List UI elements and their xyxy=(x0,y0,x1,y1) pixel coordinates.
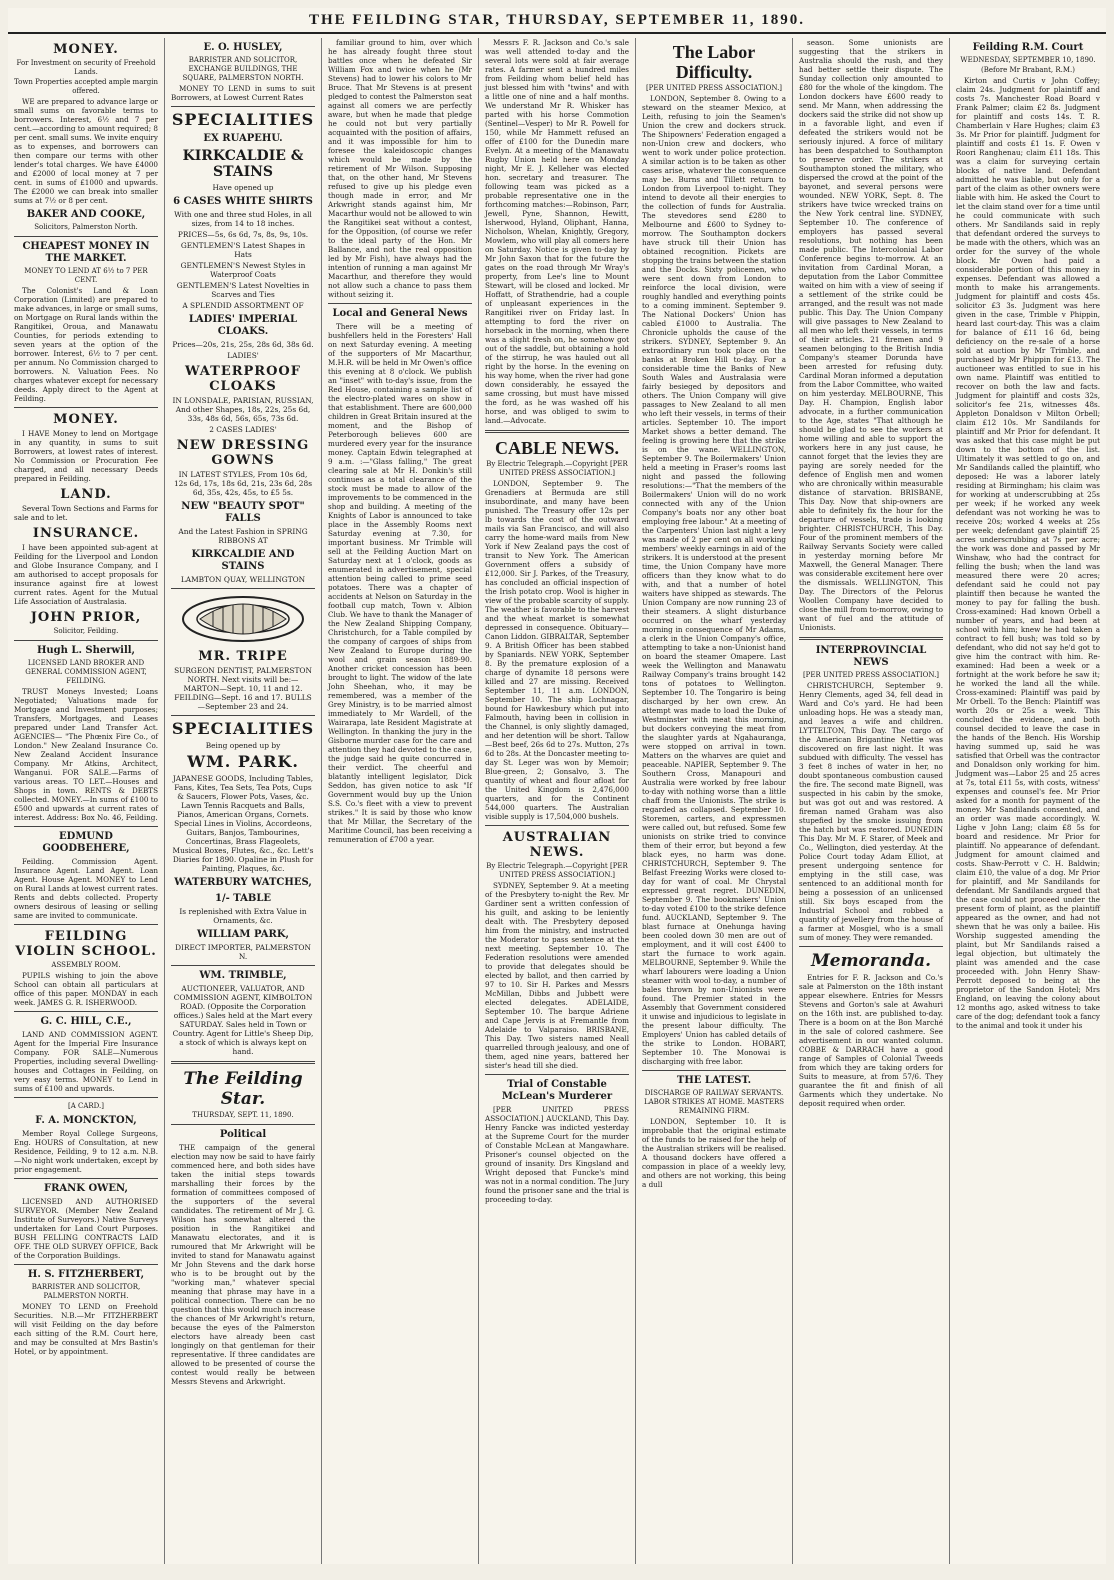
park-opened: Being opened up by xyxy=(205,741,281,750)
local-news-continued: Messrs F. R. Jackson and Co.'s sale was well attended to-day and the several lots were sold at fair average rates. A farmer sent a hundred miles from Feilding whom belief held has just blessed him with "twins" and with a little one of nine and a half months. We understand Mr R. Whisker has parted with his horse Commotion (Sentinel—Vesper) to Mr R. Powell for 150, while Mr Hammett refused an offer of £100 for the Dunedin mare Evelyn. At a meeting of the Manawatu Rugby Union held here on Monday night, Mr E. J. Kelleher was elected hon. secretary and treasurer. The following team was picked as a probable representative one in the forthcoming matches:—Robinson, Parr, Jewell, Pyne, Shannon, Hewitt, Isherwood, Hyland, Oliphant, Hanna, Nicholson, Whelan, Knightly, Gregory, Mowlem, who will play all comers here on Saturday. Notice is given to-day by Mr John Saxon that for the future the gates on the road through Mr Wray's property, from Lee's line to Mount Stewart, will be closed and locked. Mr Hoffatt, of Strathendrie, had a couple of unpleasant experiences in the Rangitikei river on Friday last. In attempting to ford the river on horseback in the morning, when there was a slight fresh on, he somehow got out of the saddle, but obtaining a hold of the stirrup, he was hauled out all right by the horse. In the evening on his way home, when the river had gone down considerably, he essayed the same crossing, but must have missed the ford, as he was washed off his horse, and was obliged to swim to land.—Advocate. xyxy=(485,38,629,425)
husley-heading: E. O. HUSLEY, xyxy=(203,42,283,53)
column-4 xyxy=(479,38,636,1564)
court-date: WEDNESDAY, SEPTEMBER 10, 1890. xyxy=(960,56,1096,64)
trial-body: [PER UNITED PRESS ASSOCIATION.] AUCKLAND, This Day. Henry Fancke was indicted yesterday at the Supreme Court for the murder of Constable McLean at Mangawhare. Prisoner's counsel objected on the ground of insanity. Drs Kingsland and Wright deposed that Funcke's mind was not in a normal condition. The Jury found the prisoner sane and the trial is proceeding to-day. xyxy=(485,1105,629,1204)
divider xyxy=(485,430,629,433)
latest-heading: THE LATEST. xyxy=(676,1075,752,1086)
australian-news-sub: By Electric Telegraph.—Copyright [PER UNITED PRESS ASSOCIATION.] xyxy=(486,862,628,879)
sherwill-sub: LICENSED LAND BROKER AND GENERAL COMMISSION AGENT, FEILDING. xyxy=(25,659,147,685)
court-heading: Feilding R.M. Court xyxy=(972,42,1084,53)
divider xyxy=(14,1097,158,1098)
political-body: THE campaign of the general election may now be said to have fairly commenced here, and both sides have taken the initial steps towards marshalling their forces by the formation of committees composed of the supporters of the several candidates. The retirement of Mr J. G. Wilson has somewhat altered the position in the Rangitikei and Manawatu electorates, and it is rumoured that Mr Arkwright will be invited to stand for Manawatu against Mr John Stevens and the dark horse who is to be brought out by the "working man," whatever special meaning that phrase may have in a political connection. There can be no question that this would much increase the chances of Mr Arkwright's return, because the eyes of the Palmerston electors have already been cast longingly on that gentleman for their representative. If three candidates are allowed to be presented of course the contest would really be between Messrs Stevens and Arkwright. xyxy=(171,1143,315,1386)
gowns-heading: NEW DRESSING GOWNS xyxy=(176,438,310,468)
dental-plate-illustration xyxy=(171,593,315,645)
tripe-body: SURGEON DENTIST, PALMERSTON NORTH. Next visits will be:— MARTON—Sept. 10, 11 and 12. FEILDING—Sept. 16 and 17. BULLS—September 23 and 24. xyxy=(174,666,312,711)
labor-body: LONDON, September 8. Owing to a steward on the steamer Mexico, at Leith, refusing to join the Seamen's Union the crew and dockers struck. The Shipowners' Federation engaged a non-Union crew and dockers, who went to work under police protection. A similar action is to be taken as other cases arise, whatever the consequence may be. Burns and Tillett return to London from Liverpool to-night. They intend to devote all their energies to the collection of funds for Australia. The stevedores send £280 to Melbourne and £600 to Sydney to-morrow. The Southampton dockers have struck till their Union has obtained recognition. Pickets are stopping the trains between the station and the Docks. Sixty policemen, who were sent down from London to reinforce the local division, were roughly handled and everything points to a coming imminent. September 9. The National Dockers' Union has cabled £1000 to Australia. The Chronicle upholds the cause of the strikers. SYDNEY, September 9. An extraordinary run took place on the banks at Broken Hill to-day. For a considerable time the Banks of New South Wales and Australasia were fairly besieged by depositors and others. The Union Company will give passages to New Zealand to all men who left their vessels, in terms of their articles. September 10. The import Market shows a better demand. The feeling is growing here that the strike is on the wane. WELLINGTON, September 9. The Boilermakers' Union held a meeting in Fraser's rooms last night and passed the following resolutions:—"That the members of the Boilermakers' Union will do no work connected with any of the Union Company's boats nor any other boat employing free labour." At a meeting of the Carpenters' Union last night a levy was made of 2 per cent on all working members' weekly earnings in aid of the strikers. It is understood at the present time, the Union Company have more officers than they know what to do with, and that a number of hotel waiters have shipped as stewards. The Union Company are now running 23 of their steamers. A slight disturbance occurred on the wharf yesterday morning in consequence of Mr Adams, a clerk in the Union Company's office, attempting to take a non-Unionist hand on board the steamer Omapere. Last week the Wellington and Manawatu Railway Company's trains brought 142 tons of potatoes to Wellington. September 10. The Tongariro is being discharged by her own crew. An attempt was made to load the Duke of Westminster with meat this morning, but dockers conveying the meat from the slaughter yards at Ngahauranga, were stopped on arrival in town. Matters on the wharves are quiet and peaceable. NAPIER, September 9. The Southern Cross, Manapouri and Australia were worked by free labour to-day with nothing worse than a little chaff from the Unionists. The strike is regarded as collapsed. September 10. Storemen, carters, and expressmen were called out, but refused. Some few unionists on strike tried to convince them of their error, but beyond a few black eyes, no harm was done. CHRISTCHURCH, September 9. The Belfast Freezing Works were closed to-day for want of coal. Mr Chrystal expressed great regret. DUNEDIN, September 9. The bookmakers' Union to-day voted £100 to the strike defence fund. AUCKLAND, September 9. The blast furnace at Onehunga having been cooled down 30 men are out of employment, and it will cost £400 to start the furnace to work again. MELBOURNE, September 9. While the wharf labourers were loading a Union steamer with wool to-day, a number of bales thrown by non-Unionists were found. The Premier stated in the Assembly that Government considered it unwise and injudicious to legislate in the present labour difficulty. The Employers' Union has cabled details of the strike to London. HOBART, September 10. The Monowai is discharging with free labor. xyxy=(642,94,786,1066)
ruapehu-heading: EX RUAPEHU. xyxy=(203,133,283,144)
masthead: THE FEILDING STAR, THURSDAY, SEPTEMBER 11, 1890. xyxy=(8,8,1106,34)
card-tag: [A CARD.] xyxy=(67,1102,104,1110)
labor-sub: [PER UNITED PRESS ASSOCIATION.] xyxy=(645,84,783,92)
wpark-sub: DIRECT IMPORTER, PALMERSTON N. xyxy=(175,943,311,961)
table-heading: 1/- TABLE xyxy=(214,893,271,904)
divider xyxy=(171,588,315,589)
divider xyxy=(14,407,158,408)
goodbehere-heading: EDMUND GOODBEHERE, xyxy=(42,831,130,854)
divider xyxy=(171,106,315,107)
fitz-heading: H. S. FITZHERBERT, xyxy=(27,1269,145,1280)
violin-heading: FEILDING VIOLIN SCHOOL. xyxy=(15,929,157,959)
husley-body: MONEY TO LEND in sums to suit Borrowers, at Lowest Current Rates xyxy=(171,84,315,102)
labor-continued: season. Some unionists are suggesting that the strikers in Australia should the rush, and they had better settle their dispute. The Sunday collection only amounted to £80 for the whole of the kingdom. The London dockers have £600 ready to send. Mr Mann, when addressing the dockers said the strike did not show up in a favorable light, and even if defeated the strikers would not be seriously injured. A force of military has been despatched to Southampton to preserve order. The strikers at Southampton stoned the military, who dispersed the crowd at the point of the bayonet, and several persons were wounded. NEW YORK, Sept. 8. The strikers have twice wrecked trains on the New York central line. SYDNEY, September 10. The conference of employers has passed several resolutions, but nothing has been made public. The Intercolonial Labor Conference begins to-morrow. At an invitation from Cardinal Moran, a deputation from the Labor Committee waited on him with a view of seeing if a settlement of the strike could be arranged, and the result was not made public. This Day. The Union Company will give passages to New Zealand to all men who left their vessels, in terms of their articles. 21 firemen and 9 seamen belonging to the British India Company's steamer Dorunda have been arrested for refusing duty. Cardinal Moran informed a deputation from the Labor Committee, who waited on him yesterday. MELBOURNE, This Day. H. Champion, English labor advocate, in a further communication to the Age, states "That although he should be glad to see the workers at home willing and able to support the workers here in any just cause, he cannot forget that the levies they are paying are sorely needed for the defence of English men and women who are chronically within measurable distance of starvation. BRISBANE, This Day. Now that ship-owners are able to definitely fix the hour for the departure of vessels, trade is looking brighter. CHRISTCHURCH, This Day. Four of the prominent members of the Railway Servants Society were called in yesterday morning before Mr Maxwell, the General Manager. There was considerable excitement here over the dismissals. WELLINGTON, This Day. The Directors of the Pelorus Woollen Company have decided to close the mill from to-morrow, owing to want of fuel and the attitude of Unionists. xyxy=(799,38,943,632)
column-1 xyxy=(8,38,165,1564)
divider xyxy=(14,236,158,237)
divider xyxy=(328,303,472,304)
divider xyxy=(171,1124,315,1125)
australian-news-heading: AUSTRALIAN NEWS. xyxy=(502,830,612,860)
kirkcaldie-footer: KIRKCALDIE AND STAINS xyxy=(191,549,295,572)
fitz-sub: BARRISTER AND SOLICITOR, PALMERSTON NORTH. xyxy=(31,1283,141,1300)
specialities-heading: SPECIALITIES xyxy=(171,110,315,129)
divider xyxy=(14,826,158,827)
assortment-line: A SPLENDID ASSORTMENT OF xyxy=(182,301,304,310)
cable-news-body: LONDON, September 9. The Grenadiers at Bermuda are still insubordinate, and many have been punished. The Treasury offer 12s per lb towards the cost of the outward mails via San Francisco, and will also carry the home-ward mails from New York if New Zealand pays the cost of transit to New York. The American Government offers a subsidy of £12,000. Sir J. Parkes, of the Treasury, has concluded an official inspection of the Irish potato crop. Wool is higher in view of the probable scarcity of supply. The weather is favorable to the harvest and the wheat market is somewhat depressed in consequence. Obituary—Canon Liddon. GIBRALTAR, September 9. A British Officer has been stabbed by Spaniards. NEW YORK, September 8. By the premature explosion of a charge of dynamite 18 persons were killed and 27 are missing. Received September 11, 11 a.m. LONDON, September 10. The ship Lochnagar, bound for Hawkesbury which put into Falmouth, having been in collision in the Channel, is only slightly damaged, and her detention will be short. Tallow—Best beef, 26s 6d to 27s. Mutton, 27s 6d to 28s. At the Doncaster meeting to-day St. Leger was won by Memoir; Blue-green, 2; Gonsalvo, 3. The quantity of wheat and flour afloat for the United Kingdom is 2,476,000 quarters, and for the Continent 544,000 quarters. The Australian visible supply is 17,504,000 bushels. xyxy=(485,479,629,821)
waterproof-heading: WATERPROOF CLOAKS xyxy=(185,364,301,394)
hill-heading: G. C. HILL, C.E., xyxy=(40,1016,132,1027)
park-heading: WM. PARK. xyxy=(187,752,299,771)
prior-heading: JOHN PRIOR, xyxy=(30,610,142,625)
star-date: THURSDAY, SEPT. 11, 1890. xyxy=(192,1111,294,1119)
cable-news-sub: By Electric Telegraph.—Copyright [PER UNITED PRESS ASSOCIATION.] xyxy=(486,460,628,477)
trimble-heading: WM. TRIMBLE, xyxy=(199,970,287,981)
court-before: (Before Mr Brabant, R.M.) xyxy=(981,66,1075,74)
colonist-body: The Colonist's Land & Loan Corporation (Limited) are prepared to make advances, in large or small sums, on Mortgage on Rural lands within the Rangitikei, Oroua, and Manawatu Counties, for periods extending to seven years at the option of the borrower. Interest, 6½ to 7 per cent. per annum. No Commission charged to borrowers. N. Valuation Fees. No charges whatever except for necessary deeds. Apply direct to the Agent at Feilding. xyxy=(14,286,158,403)
lambton-line: LAMBTON QUAY, WELLINGTON xyxy=(180,575,306,584)
divider xyxy=(485,1074,629,1075)
baker-sub: Solicitors, Palmerston North. xyxy=(34,223,138,231)
opened-text: Have opened up xyxy=(212,183,274,192)
column-2 xyxy=(165,38,322,1564)
insurance-heading: INSURANCE. xyxy=(32,526,140,541)
star-title: The Feilding Star. xyxy=(183,1069,303,1109)
cable-news-heading: CABLE NEWS. xyxy=(494,438,620,458)
park-body: JAPANESE GOODS, Including Tables, Fans, Kites, Tea Sets, Tea Pots, Cups & Saucers, Flower Pots, Vases, &c. Lawn Tennis Racquets and Balls, Pianos, American Organs, Cornets. Special Lines in Violins, Accordeons, Guitars, Banjos, Tambourines, Concertinas, Brass Flageolets, Musical Boxes, Flutes, &c., &c. Lett's Diaries for 1890. Opaline in Plush for Painting, Plaques, &c. xyxy=(172,774,314,873)
money2-body: I HAVE Money to lend on Mortgage in any quantity, in sums to suit Borrowers, at lowest rates of interest. No Commission or Procuration Fee charged, and all necessary Deeds prepared in Feilding. xyxy=(14,429,158,483)
shirts-body: With one and three stud Holes, in all sizes, from 14 to 18 inches. xyxy=(174,210,312,228)
scarves-line: GENTLEMEN'S Latest Novelties in Scarves and Ties xyxy=(176,281,310,299)
fitz-body: MONEY TO LEND on Freehold Securities. N.B.—Mr FITZHERBERT will visit Feilding on the day before each sitting of the R.M. Court here, and may be consulted at Mrs Bastin's Hotel, or by appointment. xyxy=(14,1302,158,1356)
labor-heading: The Labor Difficulty. xyxy=(672,42,756,82)
wpark-heading: WILLIAM PARK, xyxy=(197,929,289,940)
newspaper-page xyxy=(8,8,1106,1564)
divider xyxy=(14,924,158,925)
column-6 xyxy=(793,38,950,1564)
assembly-sub: ASSEMBLY ROOM. xyxy=(51,961,121,969)
memoranda-body: Entries for F. R. Jackson and Co.'s sale at Palmerston on the 18th instant appear elsewhere. Entries for Messrs Stevens and Gorton's sale at Awahuri on the 16th inst. are published to-day. There is a boom on at the Bon Marché in the sale of colored cashmere. See advertisement in our wanted column. COBBE & DARRACH have a good range of Samples of Colonial Tweeds from which they are taking orders for Suits to measure, at from 57/6. They guarantee the fit and finish of all Garments which they undertake. No deposit required when order. xyxy=(799,973,943,1108)
waterbury-heading: WATERBURY WATCHES, xyxy=(174,877,312,888)
shirts-prices: PRICES—5s, 6s 6d, 7s, 8s, 9s, 10s. xyxy=(177,230,309,239)
monckton-body: Member Royal College Surgeons, Eng. HOURS of Consultation, at new Residence, Feilding, 9 to 12 a.m. N.B.—No night work undertaken, except by prior engagement. xyxy=(14,1129,158,1174)
dental-plate-icon xyxy=(178,593,308,645)
local-news-heading: Local and General News xyxy=(332,308,468,319)
column-7 xyxy=(950,38,1106,1564)
beauty-body: And the Latest Fashion in SPRING RIBBONS AT xyxy=(178,527,308,545)
australian-news-body: SYDNEY, September 9. At a meeting of the Presbytery to-night the Rev. Mr Gardiner sent a written confession of his guilt, and asking to be leniently dealt with. The Presbytery deposed him from the ministry, and instructed the Moderator to pass sentence at the next meeting. September 10. The Federation resolutions were amended to provide that delegates should be elected by ballot, and then carried by 97 to 10. Sir H. Parkes and Messrs McMillan, Dibbs and Jubbett were elected delegates. ADELAIDE, September 10. The barque Adriene and Cape Jervis is at Fremantle from Adelaide to Valparaiso. BRISBANE, This Day. Two sisters named Neall quarrelled through jealousy, and one of them, aged nine years, battered her sister's head till she died. xyxy=(485,881,629,1070)
political-heading: Political xyxy=(219,1129,267,1140)
owen-body: LICENSED AND AUTHORISED SURVEYOR. (Member New Zealand Institute of Surveyors.) Native Surveys undertaken for Land Court Purposes. BUSH FELLING CONTRACTS LAID OFF. THE OLD SURVEY OFFICE, Back of the Corporation Buildings. xyxy=(14,1197,158,1260)
cloaks-heading: LADIES' IMPERIAL CLOAKS. xyxy=(188,314,298,337)
owen-heading: FRANK OWEN, xyxy=(43,1183,129,1194)
trial-heading: Trial of Constable McLean's Murderer xyxy=(501,1079,613,1102)
waterbury-body: Is replenished with Extra Value in Ornaments, &c. xyxy=(179,907,307,925)
hats-line: GENTLEMEN'S Latest Shapes in Hats xyxy=(180,241,306,259)
beauty-heading: NEW "BEAUTY SPOT" FALLS xyxy=(181,501,305,524)
money-sub2: Town Properties accepted ample margin offered. xyxy=(14,78,158,95)
gowns-body: IN LATEST STYLES, From 10s 6d, 12s 6d, 17s, 18s 6d, 21s, 23s 6d, 28s 6d, 35s, 42s, 45s, to £5 5s. xyxy=(173,470,313,497)
cloaks-prices: Prices—20s, 21s, 25s, 28s 6d, 38s 6d. xyxy=(172,340,314,349)
monckton-heading: F. A. MONCKTON, xyxy=(35,1115,137,1126)
editorial-continued: familiar ground to him, over which he has already fought three stout battles once when he defeated Sir William Fox and twice when he (Mr Stevens) had to lower his colors to Mr Bruce. That Mr Stevens is at present pledged to contest the Palmerston seat against all comers we are perfectly aware, but when he made that pledge he could not but very partially acquainted with the position of affairs, and it was impossible for him to foresee the kaleidoscopic changes which would be made by the retirement of Mr Wilson. Supposing that, on the other hand, Mr Stevens refused to give up his pledge even though made in error, and Mr Arkwright stands against him, Mr Macarthur would not be allowed to win the Rangitikei seat without a contest, for the Opposition, (of course we refer to the ideal party of the Hon. Mr Ballance, and not the real opposition led by Mr Fish), have always had the intention of running a man against Mr Macarthur, and therefore they would not allow such a chance to pass them without seizing it. xyxy=(328,38,472,299)
waterproof-body: IN LONSDALE, PARISIAN, RUSSIAN, And other Shapes, 18s, 22s, 25s 6d, 33s, 48s 6d, 56s, 65s, 73s 6d. xyxy=(172,396,314,423)
divider xyxy=(14,1178,158,1179)
tripe-heading: MR. TRIPE xyxy=(198,649,288,664)
cheap-heading: CHEAPEST MONEY IN THE MARKET. xyxy=(22,241,150,264)
specialities2-heading: SPECIALITIES xyxy=(171,719,315,738)
column-5 xyxy=(636,38,793,1564)
money-heading: MONEY. xyxy=(53,42,119,57)
columns xyxy=(8,38,1106,1564)
prior-sub: Solicitor, Feilding. xyxy=(53,627,119,635)
interprovincial-sub: [PER UNITED PRESS ASSOCIATION.] xyxy=(802,671,940,679)
divider xyxy=(171,715,315,716)
trimble-body: AUCTIONEER, VALUATOR, AND COMMISSION AGENT, KIMBOLTON ROAD. (Opposite the Corporation offices.) Sales held at the Mart every SATURDAY. Sales held in Town or Country. Agent for Little's Sheep Dip, a stock of which is always kept on hand. xyxy=(172,984,314,1056)
divider xyxy=(14,1011,158,1012)
cheap-sub: MONEY TO LEND AT 6½ to 7 PER CENT. xyxy=(24,267,148,284)
sherwill-heading: Hugh L. Sherwill, xyxy=(36,645,136,656)
dress-cases: 2 CASES LADIES' xyxy=(209,425,277,434)
local-news-body: There will be a meeting of bushfellers held in the Foresters' Hall on next Saturday evening. A meeting of the supporters of Mr Macarthur, M.H.R. will be held in Mr Owen's office this evening at 8 o'clock. We publish an "inset" with to-day's issue, from the Red House, containing a sample list of the electro-plated wares on show in that establishment. There are 600,000 children in Great Britain insured at the moment, and the Bishop of Peterborough believes 600 are murdered every year for the insurance money. Captain Edwin telegraphed at 9 a.m. :—"Glass falling," The great clearing sale at Mr H. Donkin's still continues as a total clearance of the stock must be made to allow of the improvements to be commenced in the shop and building. A meeting of the Knights of Labor is announced to take place in the Assembly Rooms next Saturday evening at 7.30, for important business. Mr Trimble will sell at the Feilding Auction Mart on Saturday next at 1 o'clock, goods as enumerated in advertisement, special attention being called to prime seed potatoes. There was a chapter of accidents at Nelson on Saturday in the football cup match, Town v. Albion Club. We have to thank the Manager of the New Zealand Shipping Company, Christchurch, for a Table compiled by the company of cargoes of ships from New Zealand to Europe during the wool and grain season 1889-90. Another cricket concession has been brought to light. The widow of the late John Sheehan, who, it may be remembered, was a member of the Grey Ministry, is to be married almost immediately to Mr Wardell, of the Wairarapa, late Resident Magistrate at Wellington. In thanking the jury in the Gisborne murder case for the care and attention they had devoted to the case, the judge said he quite concurred in their verdict. The cheerful and blatantly intelligent legislator, Dick Seddon, has given notice to ask "If Government would buy up the Union S.S. Co.'s fleet with a view to prevent strikes." It is said by those who know that Mr Millar, the Secretary of the Maritime Council, has been receiving a remuneration of £700 a year. xyxy=(328,322,472,844)
divider xyxy=(799,637,943,640)
baker-heading: BAKER AND COOKE, xyxy=(26,209,146,220)
divider xyxy=(14,1264,158,1265)
land-body: Several Town Sections and Farms for sale and to let. xyxy=(14,504,158,522)
divider xyxy=(485,825,629,826)
money-sub: For Investment on security of Freehold Lands. xyxy=(16,59,156,76)
latest-sub: DISCHARGE OF RAILWAY SERVANTS. LABOR STRIKES AT HOME. MASTERS REMAINING FIRM. xyxy=(643,1089,785,1115)
coats-line: GENTLEMEN'S Newest Styles in Waterproof Coats xyxy=(180,261,306,279)
court-body: Kirton and Curtis v John Coffey; claim 24s. Judgment for plaintiff and costs 7s. Manchester Road Board v Frank Palmer; claim £2 8s. Judgment for plaintiff and costs 14s. T. R. Chamberlain v Hare Hughes; claim £3 3s. Mr Prior for plaintiff. Judgment for plaintiff and costs £1 1s. F. Owen v Roori Ranghenau; claim £11 18s. This was a claim for surveying certain blocks of native land. Defendant admitted he was liable, but only for a part of the claim as other owners were liable with him. He asked the Court to let the claim stand over for a time until he could communicate with such others. Mr Sandilands said in reply that defendant ordered the surveys to be made with the others, which was an order for the survey of the whole block. Mr Owen had paid a considerable portion of this money in expenses. Defendant was allowed a month to make his arrangements. Judgment for plaintiff and costs 45s. solicitor £3 3s. Judgment was here given in the case, Trimble v Phippin, heard last court-day. This was a claim for balance of £11 16 6d, being deficiency on the re-sale of a horse sold at auction by Mr Trimble, and purchased by Mr Phippin for £13. The auctioneer was entitled to sue in his own name. Plaintiff was entitled to recover on both the law and facts. Judgment for plaintiff and costs 32s, solicitor's fee 21s, witnesses 48s. Appleton Donaldson v Milton Orbell; claim £12 10s. Mr Sandilands for plaintiff and Mr Prior for defendant. It was asked that this case might be put down to the bottom of the list. Ultimately it was settled to go on, and Mr Sandilands called the plaintiff, who deposed: He was a laborer lately residing at Birmingham; his claim was for working at underscrubbing at 25s per week; if he worked any week defendant was not working he was to receive 20s; worked 4 weeks at 25s per week; defendant gave plaintiff 25 acres underscrubbing at 7s per acre; the work was done and passed by Mr Winshaw, who had the contract for felling the bush; when the land was measured there were 20 acres; defendant said he could not pay plaintiff then because he wanted the money to pay for falling the bush. Cross-examined: Had known Orbell a number of years, and had been at school with him; knew he had taken a contract to fell bush; was told so by defendant, who did not say he'd got to give him the contract with him. Re-examined: Had been a week or a fortnight at the work before he saw it; he worked the land all the while. Cross-examined: Plaintiff was paid by Mr Orbell. To the Bench: Plaintiff was worth 20s or 25s a week. This concluded the evidence, and both counsel decided to leave the case in the hands of the Bench. His Worship having summed up, said he was satisfied that Orbell was the contractor and Donaldson only working for him. Judgment was—Labor 25 and 25 acres at 7s, total £11 5s, with costs, witness' expenses and counsel's fee. Mr Prior asked for a month for payment of the money. Mr Sandilands consented, and an order was made accordingly. W. Lighe v John Lang; claim £8 5s for board and residence. Mr Prior for plaintiff. No appearance of defendant. Judgment for amount claimed and costs. Shaw-Perrott v C. H. Baldwin; claim £10, the value of a dog. Mr Prior for plaintiff, and Mr Sandilands for defendant. Mr Sandilands argued that the case could not proceed under the present form of plaint, as the plaintiff appeared as the owner, and had not shewn that he was only a bailee. His Worship suggested amending the plaint, but Mr Sandilands raised a legal objection, but ultimately the plaint was amended and the case proceeded with. John Henry Shaw-Perrott deposed to being at the proprietor of the Sandon Hotel; Mrs England, on leaving the colony about 12 months ago, asked witness to take care of the dog; defendant took a fancy to the animal and took it under his xyxy=(956,76,1100,1030)
ladies-label: LADIES' xyxy=(227,351,259,360)
divider xyxy=(171,1061,315,1064)
husley-sub: BARRISTER AND SOLICITOR, EXCHANGE BUILDINGS, THE SQUARE, PALMERSTON NORTH. xyxy=(182,56,304,82)
goodbehere-body: Feilding. Commission Agent. Insurance Agent. Land Agent. Loan Agent. House Agent. MONEY to Lend on Rural Lands at lowest current rates. Rents and debts collected. Property owners desirous of leasing or selling same are invited to communicate. xyxy=(14,857,158,920)
divider xyxy=(799,946,943,947)
money2-heading: MONEY. xyxy=(53,412,119,427)
violin-body: PUPILS wishing to join the above School can obtain all particulars at office of this paper. MONDAY in each week. JAMES G. R. ISHERWOOD. xyxy=(14,971,158,1007)
divider xyxy=(642,1070,786,1071)
interprovincial-body: CHRISTCHURCH, September 9. Henry Clements, aged 34, fell dead in Ward and Co's yard. He had been unloading hops. He was a steady man, and leaves a wife and children. LYTTELTON, This Day. The cargo of the American Brigantine Nettie was discovered on fire last night. It was subdued with difficulty. The vessel has 3 feet 8 inches of water in her, no doubt spontaneous combustion caused the fire. The second mate Bignell, was suspected in his cabin by the smoke, but was got out and was restored. A fireman named Graham was also stupefied by the smoke issuing from the hatch but was restored. DUNEDIN This Day. Mr M. F. Starer, of Meek and Co., Wellington, died yesterday. At the Police Court today Adam Elliot, at present undergoing sentence for emptying in the still case, was sentenced to an additional month for being a possession of an unlicensed still. Six boys escaped from the Industrial School and robbed a quantity of jewellery from the house of a farmer at Mosgiel, who is a small sum of money. They were remanded. xyxy=(799,681,943,942)
kirkcaldie-heading: KIRKCALDIE & STAINS xyxy=(182,148,304,180)
trust-body: TRUST Moneys Invested; Loans Negotiated; Valuations made for Mortgage and Investment purposes; Transfers, Mortgages, and Leases prepared under Land Transfer Act. AGENCIES— "The Phœnix Fire Co., of London." New Zealand Insurance Co. New Zealand Accident Insurance Company. Mr Atkins, Architect, Wanganui. FOR SALE.—Farms of various areas. TO LET.—Houses and Shops in town. RENTS & DEBTS collected. MONEY.—In sums of £100 to £500 and upwards at current rates of interest. Address: Box No. 46, Feilding. xyxy=(14,687,158,822)
hill-body: LAND AND COMMISSION AGENT. Agent for the Imperial Fire Insurance Company. FOR SALE—Numerous Properties, including several Dwelling-houses and Cottages in Feilding, on very easy terms. MONEY to Lend in sums of £100 and upwards. xyxy=(14,1030,158,1093)
interprovincial-heading: INTERPROVINCIAL NEWS xyxy=(815,645,927,668)
shirts-heading: 6 CASES WHITE SHIRTS xyxy=(173,196,313,207)
land-heading: LAND. xyxy=(60,487,112,502)
money-body: WE are prepared to advance large or small sums on favorable terms to borrowers. Interest, 6½ and 7 per cent.—according to amount required; 8 per cent. small sums. We invite enquiry as to expenses, and borrowers can then compare our terms with other lender's total charges. We have £4000 and £2000 of local money at 7 per cent. in sums of £1000 and upwards. The £2000 we can break into smaller sums at 7½ or 8 per cent. xyxy=(14,97,158,205)
column-3 xyxy=(322,38,479,1564)
insurance-body: I have been appointed sub-agent at Feilding for the Liverpool and London and Globe Insurance Company, and I am authorised to accept proposals for insurance against fire at lowest current rates. Agent for the Mutual Life Association of Australasia. xyxy=(14,543,158,606)
divider xyxy=(14,640,158,641)
memoranda-heading: Memoranda. xyxy=(810,951,932,971)
divider xyxy=(171,965,315,966)
latest-body: LONDON, September 10. It is improbable that the original estimate of the funds to be raised for the help of the Australian strikers will be realised. A thousand dockers have offered a compassion in place of a weekly levy, and others are not working, this being a dull xyxy=(642,1117,786,1189)
